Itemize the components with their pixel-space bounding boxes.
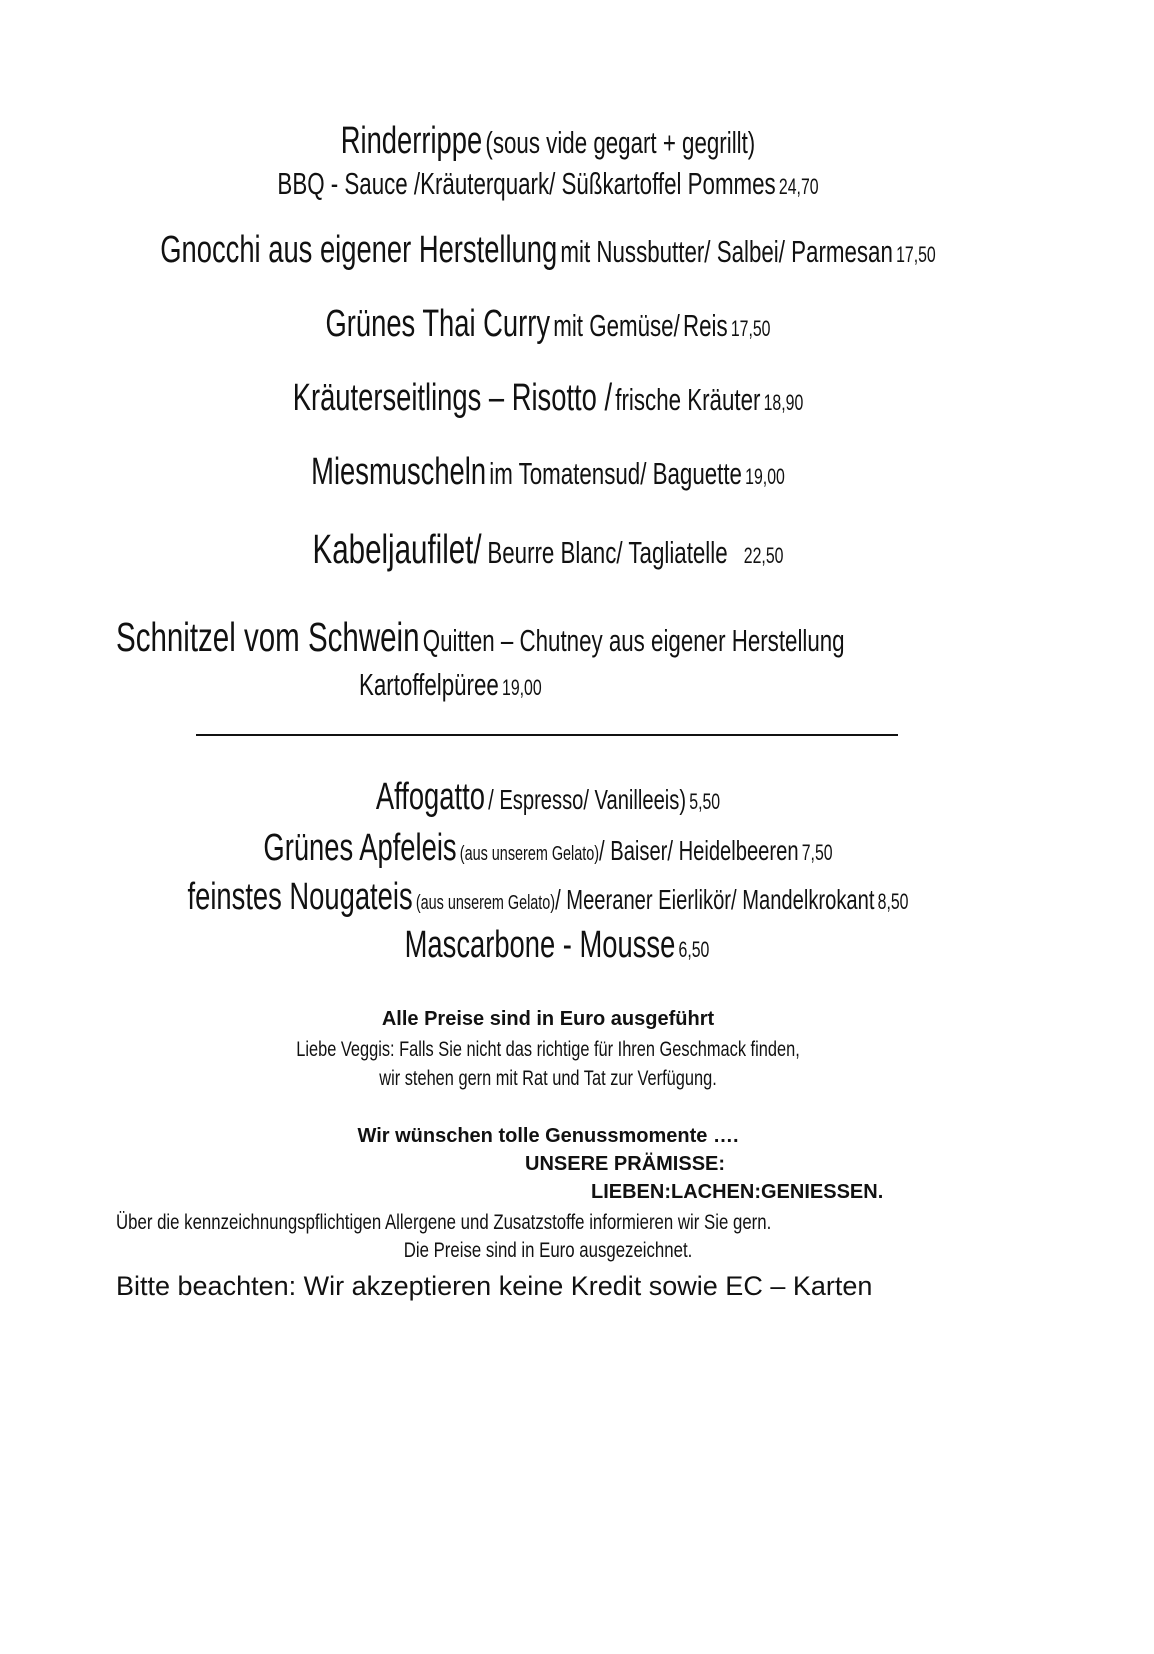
item-price: 7,50 [801,840,833,865]
section-divider [196,734,898,736]
item-price: 17,50 [896,242,936,267]
item-description: (sous vide gegart + gegrillt) [485,125,756,160]
item-name: Kräuterseitlings – Risotto / [292,377,613,419]
dessert-item-affogatto [376,776,720,820]
item-description: Beurre Blanc/ Tagliatelle [487,535,728,570]
item-name: feinstes Nougateis [187,876,413,918]
item-price: 17,50 [730,316,771,341]
menu-item-kabeljaufilet [313,526,784,573]
item-description: frische Kräuter [615,382,761,417]
item-description: / Espresso/ Vanilleeis) [488,784,687,815]
veggie-note-line2: wir stehen gern mit Rat und Tat zur Verfügung. [379,1067,717,1090]
veggie-note-line1: Liebe Veggis: Falls Sie nicht das richtige für Ihren Geschmack finden, [296,1038,800,1061]
premise-title: UNSERE PRÄMISSE: [525,1153,726,1175]
item-name: Grünes Thai Curry [325,303,551,345]
item-name: Rinderrippe [340,120,483,162]
item-description: im Tomatensud/ Baguette [489,456,742,491]
item-description: BBQ - Sauce /Kräuterquark/ Süßkartoffel Pommes [277,166,776,201]
item-name: Affogatto [375,776,485,818]
premise-motto: LIEBEN:LACHEN:GENIESSEN. [591,1181,884,1203]
item-description: mit Nussbutter/ Salbei/ Parmesan [560,234,893,269]
menu-item-thai-curry [326,303,771,347]
item-price: 19,00 [502,675,542,700]
menu-item-risotto [293,377,804,421]
item-description: mit Gemüse/ [553,308,680,343]
dessert-item-apfeleis [263,827,832,871]
item-price: 8,50 [877,889,909,914]
item-name: Gnocchi aus eigener Herstellung [160,229,558,271]
item-name: Grünes Apfeleis [263,827,457,869]
item-price: 22,50 [743,543,784,568]
item-note: (aus unserem Gelato) [459,843,600,865]
prices-note: Alle Preise sind in Euro ausgeführt [381,1008,715,1030]
menu-item-rinderrippe [341,120,755,164]
item-description: / Meeraner Eierlikör/ Mandelkrokant [555,884,875,915]
menu-item-miesmuscheln [311,451,785,495]
item-description: Quitten – Chutney aus eigener Herstellung [422,623,845,658]
item-price: 24,70 [778,174,819,199]
item-price: 18,90 [763,390,804,415]
menu-item-schnitzel [116,614,845,661]
item-note: (aus unserem Gelato) [415,892,556,914]
item-name: Schnitzel vom Schwein [116,614,420,660]
menu-item-gnocchi [160,229,935,273]
dessert-item-mousse [405,924,710,968]
menu-item-schnitzel-line2 [359,667,542,703]
item-name: Mascarbone - Mousse [404,924,676,966]
wish-line: Wir wünschen tolle Genussmomente …. [357,1125,739,1147]
item-description-extra: Reis [682,308,728,343]
dessert-item-nougateis [188,876,909,920]
item-description: Kartoffelpüree [359,667,499,702]
item-description: / Baiser/ Heidelbeeren [599,835,799,866]
currency-note: Die Preise sind in Euro ausgezeichnet. [403,1239,693,1262]
item-name: Miesmuscheln [311,451,487,493]
item-name: Kabeljaufilet/ [312,526,482,572]
payment-note: Bitte beachten: Wir akzeptieren keine Kredit sowie EC – Karten [116,1271,873,1301]
item-price: 6,50 [678,937,710,962]
item-price: 5,50 [689,789,721,814]
allergens-note: Über die kennzeichnungspflichtigen Allergene und Zusatzstoffe informieren wir Sie gern. [116,1211,772,1234]
menu-item-rinderrippe-line2 [277,166,818,202]
item-price: 19,00 [745,464,785,489]
